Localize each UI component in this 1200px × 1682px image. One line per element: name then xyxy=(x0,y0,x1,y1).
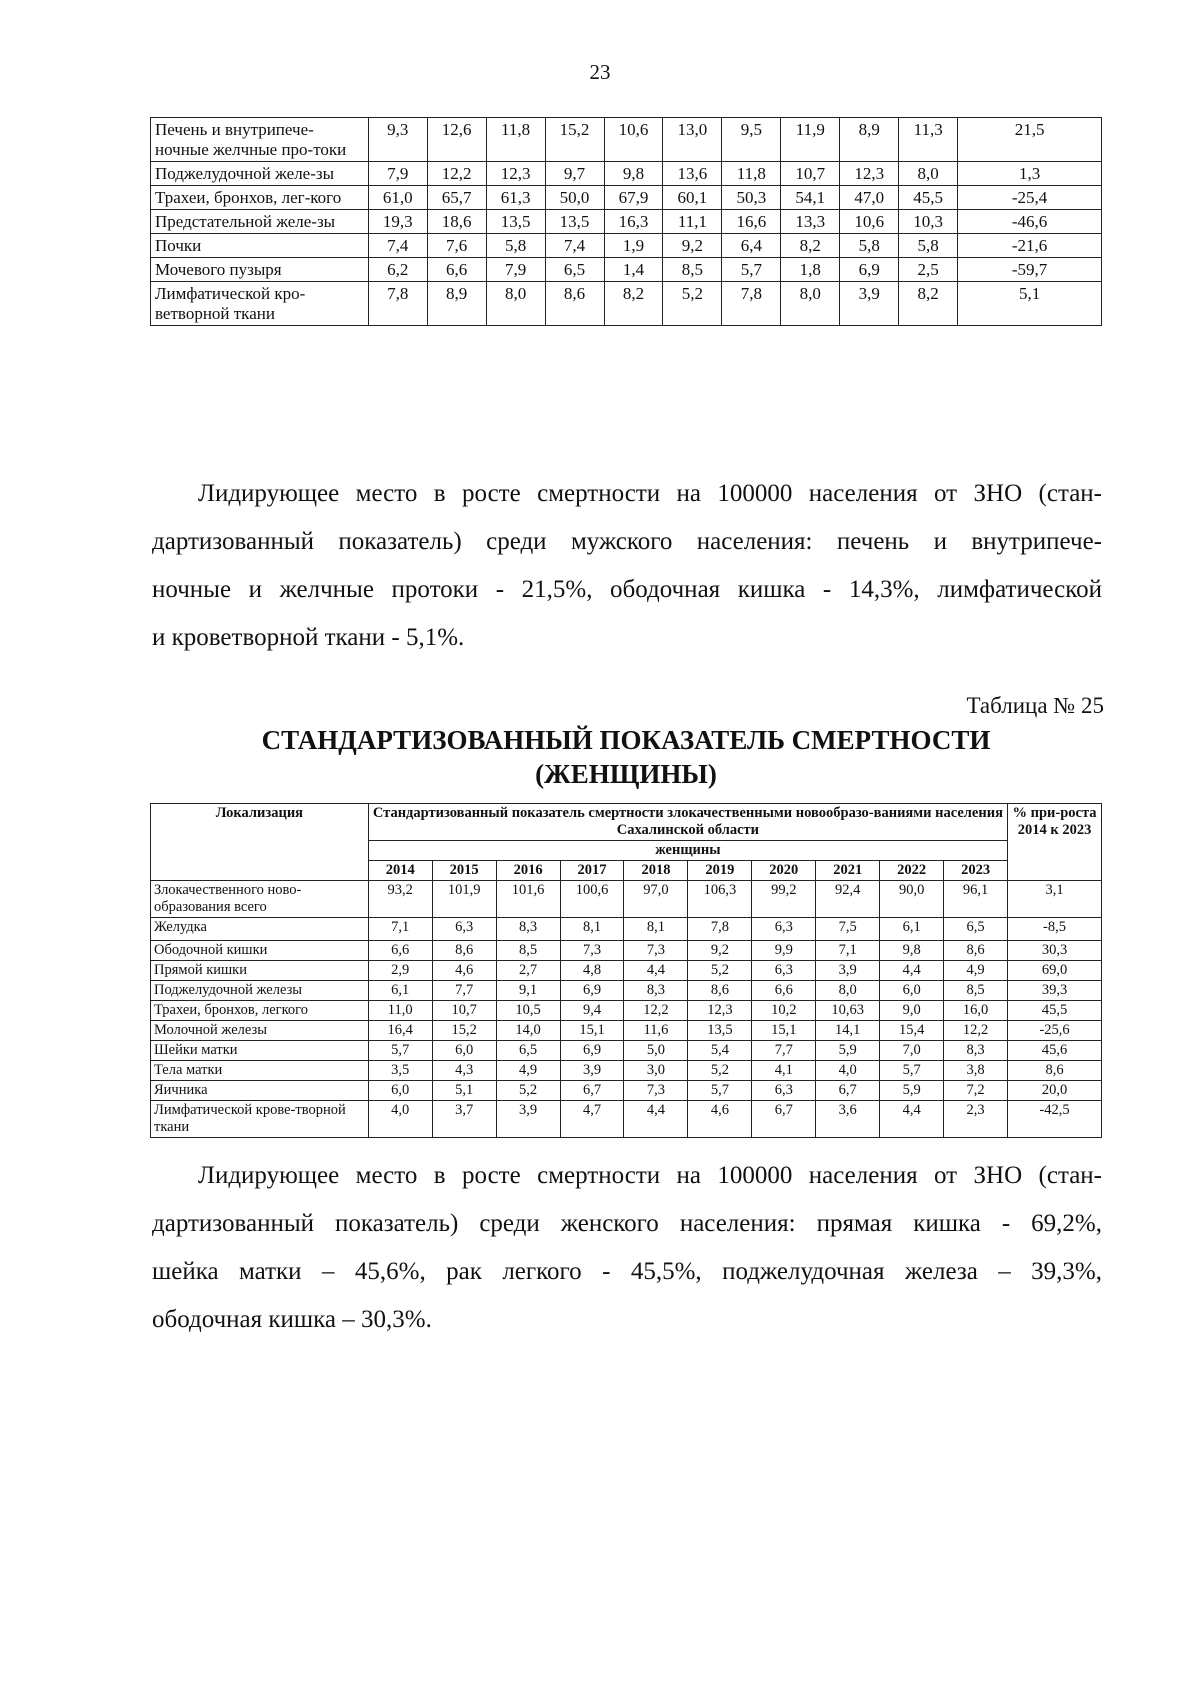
value-cell: 5,7 xyxy=(688,1081,752,1101)
table-row xyxy=(151,118,1102,162)
table-number-label: Таблица № 25 xyxy=(966,693,1104,718)
value-cell: 11,6 xyxy=(624,1021,688,1041)
value-cell: 3,0 xyxy=(624,1061,688,1081)
value-cell: 6,3 xyxy=(752,961,816,981)
value-cell: 8,0 xyxy=(816,981,880,1001)
value-cell: 7,8 xyxy=(688,918,752,941)
value-cell: 13,5 xyxy=(545,210,604,234)
value-cell: 9,2 xyxy=(663,234,722,258)
value-cell: 4,4 xyxy=(624,961,688,981)
value-cell: 6,1 xyxy=(880,918,944,941)
paragraph-men-summary xyxy=(152,470,1102,662)
value-cell: 6,9 xyxy=(560,1041,624,1061)
value-cell: 9,3 xyxy=(368,118,427,162)
value-cell: 96,1 xyxy=(944,881,1008,918)
value-cell: 6,1 xyxy=(368,981,432,1001)
table-row xyxy=(151,210,1102,234)
value-cell: 5,7 xyxy=(722,258,781,282)
value-cell: 101,6 xyxy=(496,881,560,918)
row-localization: Шейки матки xyxy=(151,1041,369,1061)
value-cell: 13,5 xyxy=(688,1021,752,1041)
table-row xyxy=(151,961,1102,981)
value-cell: 10,6 xyxy=(604,118,663,162)
value-cell: 9,1 xyxy=(496,981,560,1001)
value-cell: 4,8 xyxy=(560,961,624,981)
value-cell: 1,9 xyxy=(604,234,663,258)
table-row xyxy=(151,1041,1102,1061)
value-cell: 5,8 xyxy=(899,234,958,258)
header-year: 2017 xyxy=(560,861,624,881)
value-cell: 11,3 xyxy=(899,118,958,162)
row-localization: Молочной железы xyxy=(151,1021,369,1041)
value-cell: 92,4 xyxy=(816,881,880,918)
growth-cell: -25,6 xyxy=(1008,1021,1102,1041)
header-year: 2020 xyxy=(752,861,816,881)
header-year: 2014 xyxy=(368,861,432,881)
value-cell: 6,9 xyxy=(560,981,624,1001)
value-cell: 11,9 xyxy=(781,118,840,162)
value-cell: 50,0 xyxy=(545,186,604,210)
paragraph-line: ободочная кишка – 30,3%. xyxy=(152,1306,432,1333)
value-cell: 13,6 xyxy=(663,162,722,186)
table-row xyxy=(151,981,1102,1001)
growth-cell: 30,3 xyxy=(1008,941,1102,961)
growth-cell: 1,3 xyxy=(958,162,1102,186)
value-cell: 4,6 xyxy=(432,961,496,981)
value-cell: 4,6 xyxy=(688,1101,752,1138)
value-cell: 15,4 xyxy=(880,1021,944,1041)
row-localization: Трахеи, бронхов, лег-кого xyxy=(151,186,369,210)
page-number: 23 xyxy=(589,60,611,84)
value-cell: 2,7 xyxy=(496,961,560,981)
value-cell: 6,3 xyxy=(752,1081,816,1101)
row-localization: Злокачественного ново-образования всего xyxy=(151,881,369,918)
row-localization: Предстательной желе-зы xyxy=(151,210,369,234)
value-cell: 4,4 xyxy=(880,961,944,981)
value-cell: 6,5 xyxy=(545,258,604,282)
value-cell: 7,6 xyxy=(427,234,486,258)
row-localization: Ободочной кишки xyxy=(151,941,369,961)
value-cell: 13,0 xyxy=(663,118,722,162)
value-cell: 8,6 xyxy=(432,941,496,961)
value-cell: 6,7 xyxy=(560,1081,624,1101)
value-cell: 6,9 xyxy=(840,258,899,282)
value-cell: 6,6 xyxy=(427,258,486,282)
table-women xyxy=(150,803,1102,1138)
value-cell: 9,2 xyxy=(688,941,752,961)
value-cell: 13,5 xyxy=(486,210,545,234)
value-cell: 8,3 xyxy=(496,918,560,941)
value-cell: 8,5 xyxy=(496,941,560,961)
table-row xyxy=(151,1081,1102,1101)
value-cell: 6,7 xyxy=(752,1101,816,1138)
value-cell: 10,5 xyxy=(496,1001,560,1021)
value-cell: 12,2 xyxy=(624,1001,688,1021)
value-cell: 7,9 xyxy=(486,258,545,282)
value-cell: 9,8 xyxy=(880,941,944,961)
value-cell: 12,3 xyxy=(486,162,545,186)
paragraph-line: шейка матки – 45,6%, рак легкого - 45,5%, поджелудочная железа – 39,3%, xyxy=(152,1258,1102,1285)
growth-cell: 21,5 xyxy=(958,118,1102,162)
value-cell: 5,7 xyxy=(880,1061,944,1081)
value-cell: 4,0 xyxy=(816,1061,880,1081)
value-cell: 8,1 xyxy=(624,918,688,941)
value-cell: 5,2 xyxy=(663,282,722,326)
value-cell: 8,3 xyxy=(624,981,688,1001)
header-growth: % при-роста 2014 к 2023 xyxy=(1008,804,1102,881)
growth-cell: -46,6 xyxy=(958,210,1102,234)
value-cell: 3,7 xyxy=(432,1101,496,1138)
value-cell: 8,6 xyxy=(944,941,1008,961)
value-cell: 3,9 xyxy=(816,961,880,981)
growth-cell: 69,0 xyxy=(1008,961,1102,981)
table-row xyxy=(151,234,1102,258)
table-row xyxy=(151,1061,1102,1081)
growth-cell: -25,4 xyxy=(958,186,1102,210)
value-cell: 19,3 xyxy=(368,210,427,234)
value-cell: 61,0 xyxy=(368,186,427,210)
row-localization: Прямой кишки xyxy=(151,961,369,981)
value-cell: 15,1 xyxy=(752,1021,816,1041)
value-cell: 5,9 xyxy=(880,1081,944,1101)
paragraph-line: и кроветворной ткани - 5,1%. xyxy=(152,624,465,651)
value-cell: 2,9 xyxy=(368,961,432,981)
value-cell: 7,0 xyxy=(880,1041,944,1061)
value-cell: 65,7 xyxy=(427,186,486,210)
value-cell: 8,5 xyxy=(663,258,722,282)
value-cell: 50,3 xyxy=(722,186,781,210)
value-cell: 8,1 xyxy=(560,918,624,941)
value-cell: 8,9 xyxy=(427,282,486,326)
value-cell: 7,3 xyxy=(624,1081,688,1101)
value-cell: 7,5 xyxy=(816,918,880,941)
value-cell: 8,2 xyxy=(899,282,958,326)
value-cell: 14,0 xyxy=(496,1021,560,1041)
value-cell: 8,5 xyxy=(944,981,1008,1001)
growth-cell: 5,1 xyxy=(958,282,1102,326)
row-localization: Лимфатической крове-творной ткани xyxy=(151,1101,369,1138)
paragraph-line: дартизованный показатель) среди мужского населения: печень и внутрипече- xyxy=(152,528,1102,555)
value-cell: 6,7 xyxy=(816,1081,880,1101)
value-cell: 7,1 xyxy=(816,941,880,961)
value-cell: 8,0 xyxy=(781,282,840,326)
table-row xyxy=(151,258,1102,282)
row-localization: Печень и внутрипече-ночные желчные про-токи xyxy=(151,118,369,162)
header-year: 2022 xyxy=(880,861,944,881)
value-cell: 1,4 xyxy=(604,258,663,282)
value-cell: 9,9 xyxy=(752,941,816,961)
value-cell: 18,6 xyxy=(427,210,486,234)
header-year: 2019 xyxy=(688,861,752,881)
table-men-continuation xyxy=(150,117,1102,326)
value-cell: 5,2 xyxy=(496,1081,560,1101)
value-cell: 8,0 xyxy=(899,162,958,186)
growth-cell: 3,1 xyxy=(1008,881,1102,918)
value-cell: 10,7 xyxy=(781,162,840,186)
value-cell: 2,3 xyxy=(944,1101,1008,1138)
value-cell: 5,4 xyxy=(688,1041,752,1061)
value-cell: 6,2 xyxy=(368,258,427,282)
value-cell: 6,5 xyxy=(944,918,1008,941)
table-row xyxy=(151,282,1102,326)
value-cell: 67,9 xyxy=(604,186,663,210)
value-cell: 4,4 xyxy=(624,1101,688,1138)
value-cell: 9,4 xyxy=(560,1001,624,1021)
value-cell: 11,8 xyxy=(486,118,545,162)
value-cell: 6,3 xyxy=(752,918,816,941)
table-row xyxy=(151,186,1102,210)
value-cell: 6,3 xyxy=(432,918,496,941)
value-cell: 6,4 xyxy=(722,234,781,258)
header-year: 2016 xyxy=(496,861,560,881)
growth-cell: 8,6 xyxy=(1008,1061,1102,1081)
table-title xyxy=(150,723,1102,791)
value-cell: 45,5 xyxy=(899,186,958,210)
value-cell: 9,7 xyxy=(545,162,604,186)
value-cell: 10,2 xyxy=(752,1001,816,1021)
value-cell: 13,3 xyxy=(781,210,840,234)
header-women: женщины xyxy=(368,841,1007,861)
growth-cell: -21,6 xyxy=(958,234,1102,258)
header-indicator: Стандартизованный показатель смертности злокачественными новообразо-ваниями населения Сахалинской области xyxy=(368,804,1007,841)
value-cell: 7,3 xyxy=(624,941,688,961)
row-localization: Лимфатической кро-ветворной ткани xyxy=(151,282,369,326)
value-cell: 10,63 xyxy=(816,1001,880,1021)
value-cell: 7,9 xyxy=(368,162,427,186)
value-cell: 54,1 xyxy=(781,186,840,210)
value-cell: 8,3 xyxy=(944,1041,1008,1061)
value-cell: 7,2 xyxy=(944,1081,1008,1101)
header-year: 2021 xyxy=(816,861,880,881)
value-cell: 5,2 xyxy=(688,961,752,981)
row-localization: Поджелудочной железы xyxy=(151,981,369,1001)
growth-cell: 45,6 xyxy=(1008,1041,1102,1061)
value-cell: 3,9 xyxy=(560,1061,624,1081)
paragraph-women-summary xyxy=(152,1152,1102,1344)
growth-cell: -59,7 xyxy=(958,258,1102,282)
value-cell: 5,8 xyxy=(486,234,545,258)
value-cell: 4,9 xyxy=(496,1061,560,1081)
value-cell: 10,7 xyxy=(432,1001,496,1021)
value-cell: 3,8 xyxy=(944,1061,1008,1081)
value-cell: 3,5 xyxy=(368,1061,432,1081)
value-cell: 4,1 xyxy=(752,1061,816,1081)
table-row xyxy=(151,881,1102,918)
value-cell: 5,8 xyxy=(840,234,899,258)
growth-cell: -8,5 xyxy=(1008,918,1102,941)
table-row xyxy=(151,918,1102,941)
table-row xyxy=(151,162,1102,186)
value-cell: 11,1 xyxy=(663,210,722,234)
value-cell: 12,3 xyxy=(688,1001,752,1021)
table-title-line1: СТАНДАРТИЗОВАННЫЙ ПОКАЗАТЕЛЬ СМЕРТНОСТИ xyxy=(261,725,991,755)
value-cell: 5,7 xyxy=(368,1041,432,1061)
growth-cell: 39,3 xyxy=(1008,981,1102,1001)
value-cell: 7,4 xyxy=(368,234,427,258)
value-cell: 61,3 xyxy=(486,186,545,210)
value-cell: 7,7 xyxy=(752,1041,816,1061)
row-localization: Мочевого пузыря xyxy=(151,258,369,282)
value-cell: 14,1 xyxy=(816,1021,880,1041)
table-row xyxy=(151,941,1102,961)
row-localization: Яичника xyxy=(151,1081,369,1101)
value-cell: 1,8 xyxy=(781,258,840,282)
value-cell: 99,2 xyxy=(752,881,816,918)
value-cell: 16,4 xyxy=(368,1021,432,1041)
value-cell: 3,6 xyxy=(816,1101,880,1138)
value-cell: 4,4 xyxy=(880,1101,944,1138)
growth-cell: 20,0 xyxy=(1008,1081,1102,1101)
value-cell: 97,0 xyxy=(624,881,688,918)
value-cell: 10,3 xyxy=(899,210,958,234)
value-cell: 5,0 xyxy=(624,1041,688,1061)
value-cell: 8,0 xyxy=(486,282,545,326)
value-cell: 9,0 xyxy=(880,1001,944,1021)
header-localization: Локализация xyxy=(151,804,369,881)
value-cell: 8,6 xyxy=(688,981,752,1001)
value-cell: 15,2 xyxy=(432,1021,496,1041)
value-cell: 9,5 xyxy=(722,118,781,162)
value-cell: 7,8 xyxy=(368,282,427,326)
value-cell: 3,9 xyxy=(496,1101,560,1138)
growth-cell: 45,5 xyxy=(1008,1001,1102,1021)
value-cell: 4,9 xyxy=(944,961,1008,981)
value-cell: 6,6 xyxy=(368,941,432,961)
row-localization: Трахеи, бронхов, легкого xyxy=(151,1001,369,1021)
value-cell: 15,1 xyxy=(560,1021,624,1041)
row-localization: Тела матки xyxy=(151,1061,369,1081)
value-cell: 6,0 xyxy=(368,1081,432,1101)
table-row xyxy=(151,1001,1102,1021)
value-cell: 6,5 xyxy=(496,1041,560,1061)
value-cell: 11,0 xyxy=(368,1001,432,1021)
value-cell: 7,4 xyxy=(545,234,604,258)
value-cell: 9,8 xyxy=(604,162,663,186)
value-cell: 5,1 xyxy=(432,1081,496,1101)
paragraph-line: Лидирующее место в росте смертности на 100000 населения от ЗНО (стан- xyxy=(198,1162,1102,1189)
value-cell: 5,2 xyxy=(688,1061,752,1081)
value-cell: 100,6 xyxy=(560,881,624,918)
value-cell: 16,3 xyxy=(604,210,663,234)
value-cell: 4,7 xyxy=(560,1101,624,1138)
value-cell: 12,2 xyxy=(944,1021,1008,1041)
row-localization: Поджелудочной желе-зы xyxy=(151,162,369,186)
header-year: 2015 xyxy=(432,861,496,881)
value-cell: 90,0 xyxy=(880,881,944,918)
table-row xyxy=(151,1101,1102,1138)
value-cell: 8,2 xyxy=(604,282,663,326)
value-cell: 16,6 xyxy=(722,210,781,234)
value-cell: 4,0 xyxy=(368,1101,432,1138)
paragraph-line: дартизованный показатель) среди женского населения: прямая кишка - 69,2%, xyxy=(152,1210,1102,1237)
value-cell: 12,2 xyxy=(427,162,486,186)
value-cell: 11,8 xyxy=(722,162,781,186)
paragraph-line: Лидирующее место в росте смертности на 100000 населения от ЗНО (стан- xyxy=(198,480,1102,507)
value-cell: 15,2 xyxy=(545,118,604,162)
row-localization: Желудка xyxy=(151,918,369,941)
value-cell: 7,8 xyxy=(722,282,781,326)
value-cell: 10,6 xyxy=(840,210,899,234)
value-cell: 60,1 xyxy=(663,186,722,210)
value-cell: 4,3 xyxy=(432,1061,496,1081)
value-cell: 12,6 xyxy=(427,118,486,162)
value-cell: 8,6 xyxy=(545,282,604,326)
value-cell: 12,3 xyxy=(840,162,899,186)
value-cell: 3,9 xyxy=(840,282,899,326)
value-cell: 2,5 xyxy=(899,258,958,282)
value-cell: 7,3 xyxy=(560,941,624,961)
value-cell: 7,7 xyxy=(432,981,496,1001)
row-localization: Почки xyxy=(151,234,369,258)
value-cell: 101,9 xyxy=(432,881,496,918)
value-cell: 7,1 xyxy=(368,918,432,941)
table-title-line2: (ЖЕНЩИНЫ) xyxy=(535,759,717,789)
table-row xyxy=(151,1021,1102,1041)
paragraph-line: ночные и желчные протоки - 21,5%, ободочная кишка - 14,3%, лимфатической xyxy=(152,576,1102,603)
value-cell: 47,0 xyxy=(840,186,899,210)
value-cell: 8,9 xyxy=(840,118,899,162)
value-cell: 93,2 xyxy=(368,881,432,918)
growth-cell: -42,5 xyxy=(1008,1101,1102,1138)
header-year: 2018 xyxy=(624,861,688,881)
value-cell: 6,0 xyxy=(432,1041,496,1061)
value-cell: 5,9 xyxy=(816,1041,880,1061)
value-cell: 8,2 xyxy=(781,234,840,258)
value-cell: 6,0 xyxy=(880,981,944,1001)
value-cell: 6,6 xyxy=(752,981,816,1001)
value-cell: 16,0 xyxy=(944,1001,1008,1021)
header-year: 2023 xyxy=(944,861,1008,881)
value-cell: 106,3 xyxy=(688,881,752,918)
